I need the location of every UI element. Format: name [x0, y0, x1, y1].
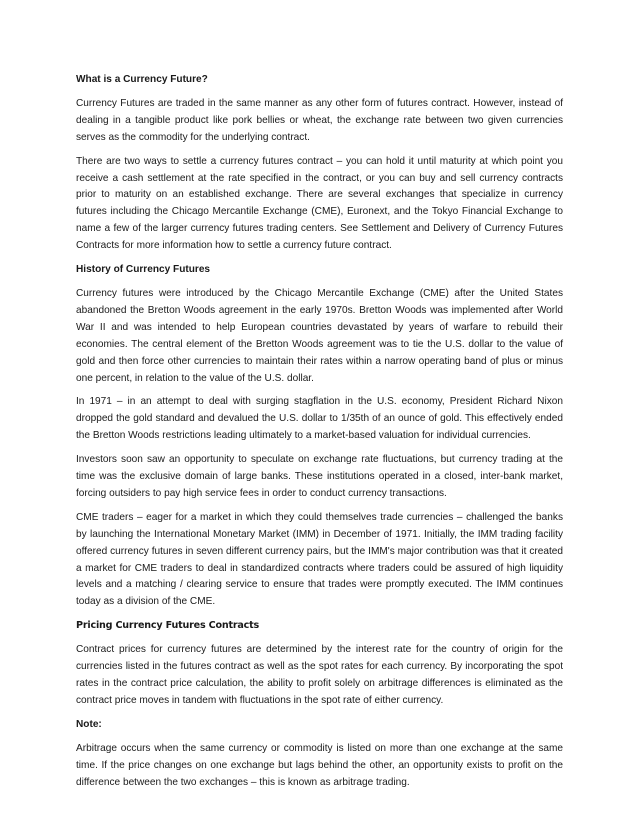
paragraph: Currency futures were introduced by the Chicago Mercantile Exchange (CME) after the United States abandoned the Bretton Woods agreement in the early 1970s. Bretton Woods was implemented after World War II and was intended to help European countries devastated by years of warfare to rebuild their economies. The central element of the Bretton Woods agreement was to tie the U.S. dollar to the value of gold and then force other currencies to maintain their rates within a narrow operating band of plus or minus one percent, in relation to the value of the U.S. dollar.	[76, 287, 563, 384]
section-heading: What is a Currency Future?	[76, 74, 208, 85]
section-heading: History of Currency Futures	[76, 264, 211, 276]
paragraph: In 1971 – in an attempt to deal with surging stagflation in the U.S. economy, President Richard Nixon dropped the gold standard and devalued the U.S. dollar to 1/35th of an ounce of gold. This effectively ended the Bretton Woods restrictions leading ultimately to a market-based valuation for individual currencies.	[76, 396, 563, 442]
paragraph: Arbitrage occurs when the same currency or commodity is listed on more than one exchange at the same time. If the price changes on one exchange but lags behind the other, an opportunity exists to profit on the difference between the two exchanges – this is known as arbitrage trading.	[76, 742, 563, 788]
paragraph: Currency Futures are traded in the same manner as any other form of futures contract. However, instead of dealing in a tangible product like pork bellies or wheat, the exchange rate between two given currencies serves as the commodity for the underlying contract.	[76, 97, 563, 143]
section-heading: Pricing Currency Futures Contracts	[76, 620, 260, 632]
paragraph: There are two ways to settle a currency futures contract – you can hold it until maturity at which point you receive a cash settlement at the rate specified in the contract, or you can buy and sell currency contracts prior to maturity on an established exchange. There are several exchanges that specialize in currency futures including the Chicago Mercantile Exchange (CME), Euronext, and the Tokyo Financial Exchange to name a few of the larger currency futures trading centers. See Settlement and Delivery of Currency Futures Contracts for more information how to settle a currency future contract.	[76, 155, 563, 252]
paragraph: CME traders – eager for a market in which they could themselves trade currencies – challenged the banks by launching the International Monetary Market (IMM) in December of 1971. Initially, the IMM trading facility offered currency futures in seven different currency pairs, but the IMM's major contribution was that it created a market for CME traders to deal in standardized contracts where traders could be assured of high liquidity levels and a matching / clearing service to ensure that trades were promptly executed. The IMM continues today as a division of the CME.	[76, 511, 563, 608]
paragraph: Contract prices for currency futures are determined by the interest rate for the country of origin for the currencies listed in the futures contract as well as the spot rates for each currency. By incorporating the spot rates in the contract price calculation, the ability to profit solely on arbitrage differences is eliminated as the contract price moves in tandem with fluctuations in the spot rate of either currency.	[76, 644, 563, 706]
note-heading: Note:	[76, 718, 102, 730]
document-page	[76, 72, 563, 798]
paragraph: Investors soon saw an opportunity to speculate on exchange rate fluctuations, but currency trading at the time was the exclusive domain of large banks. These institutions operated in a closed, inter-bank market, forcing outsiders to pay high service fees in order to conduct currency transactions.	[76, 454, 563, 499]
